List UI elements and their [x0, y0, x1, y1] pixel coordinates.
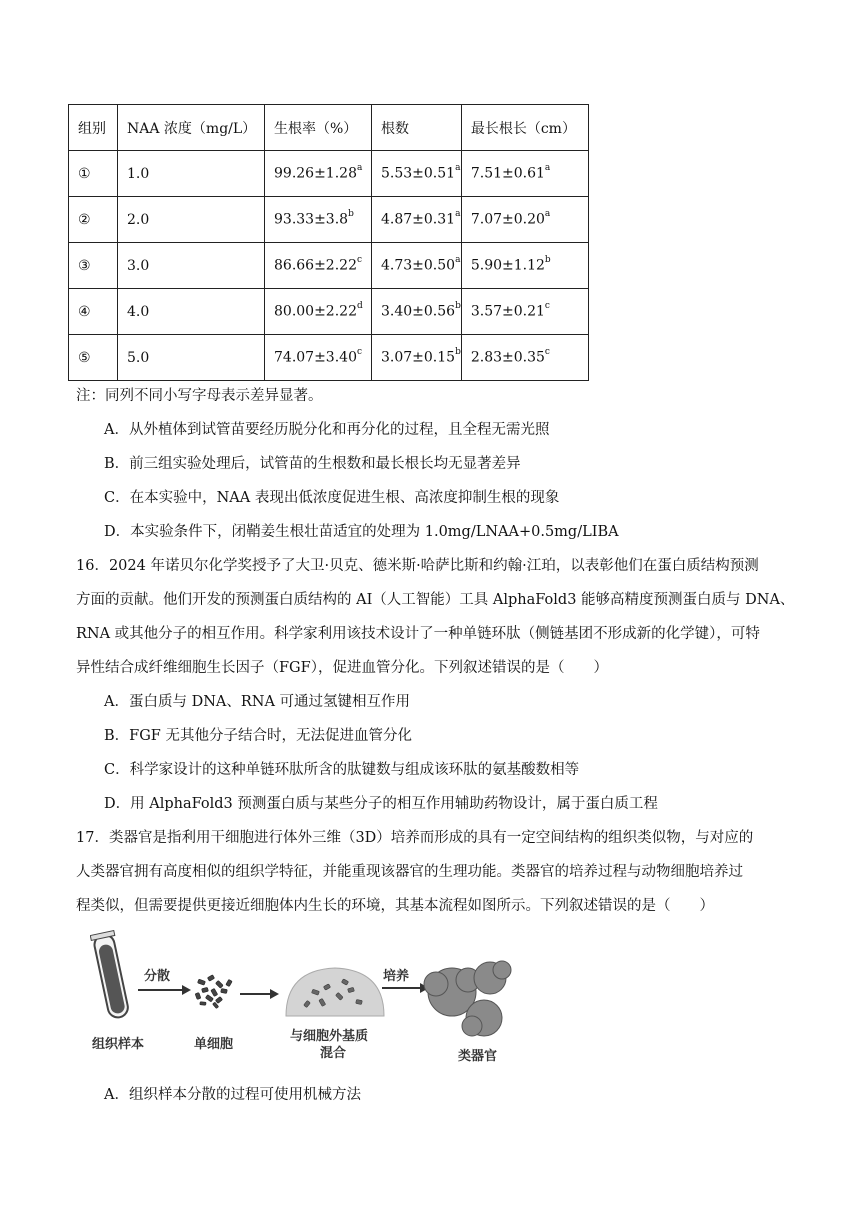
arrow-mix: [240, 989, 279, 999]
conc-cell: 4.0: [118, 289, 265, 335]
table-row: [69, 335, 589, 381]
header-cell: 组别: [69, 105, 118, 151]
test-tube-icon: [90, 931, 131, 1020]
length-cell: 7.51±0.61$^a$: [461, 151, 588, 197]
q17-stem-line: 17．类器官是指利用干细胞进行体外三维（3D）培养而形成的具有一定空间结构的组织类似物，与对应的: [76, 830, 754, 846]
length-cell: 2.83±0.35$^c$: [461, 335, 588, 381]
q16-option-d: D．用 AlphaFold3 预测蛋白质与某些分子的相互作用辅助药物设计，属于蛋白质工程: [104, 796, 658, 812]
q15-option-b: B．前三组实验处理后，试管苗的生根数和最长根长均无显著差异: [104, 456, 521, 472]
mix-label-line1: 与细胞外基质: [290, 1029, 369, 1044]
roots-cell: 5.53±0.51$^a$: [372, 151, 462, 197]
conc-cell: 2.0: [118, 197, 265, 243]
q16-stem-line: 方面的贡献。他们开发的预测蛋白质结构的 AI（人工智能）工具 AlphaFold3 能够高精度预测蛋白质与 DNA、: [76, 592, 795, 608]
length-cell: 7.07±0.20$^a$: [461, 197, 588, 243]
header-cell: 根数: [372, 105, 462, 151]
organoid-flow-figure: [90, 930, 540, 1065]
header-cell: NAA 浓度（mg/L）: [118, 105, 265, 151]
table-row: [69, 151, 589, 197]
group-cell: ①: [69, 151, 118, 197]
rate-cell: 99.26±1.28$^a$: [265, 151, 372, 197]
arrow-culture: [382, 983, 429, 993]
conc-cell: 3.0: [118, 243, 265, 289]
header-cell: 生根率（%）: [265, 105, 372, 151]
group-cell: ②: [69, 197, 118, 243]
table-row: [69, 243, 589, 289]
single-cell-label: 单细胞: [194, 1037, 234, 1052]
q16-stem-line: 异性结合成纤维细胞生长因子（FGF），促进血管分化。下列叙述错误的是（ ）: [76, 660, 608, 676]
group-cell: ③: [69, 243, 118, 289]
length-cell: 3.57±0.21$^c$: [461, 289, 588, 335]
roots-cell: 4.73±0.50$^a$: [372, 243, 462, 289]
q15-option-c: C．在本实验中，NAA 表现出低浓度促进生根、高浓度抑制生根的现象: [104, 490, 560, 506]
group-cell: ④: [69, 289, 118, 335]
q17-option-a: A．组织样本分散的过程可使用机械方法: [104, 1087, 361, 1103]
table-row: [69, 289, 589, 335]
table-row: [69, 197, 589, 243]
arrow-disperse: [138, 985, 191, 995]
organoid-label: 类器官: [458, 1049, 498, 1064]
roots-cell: 3.40±0.56$^b$: [372, 289, 462, 335]
length-cell: 5.90±1.12$^b$: [461, 243, 588, 289]
q15-option-d: D．本实验条件下，闭鞘姜生根壮苗适宜的处理为 1.0mg/LNAA+0.5mg/LIBA: [104, 524, 619, 540]
q16-option-b: B．FGF 无其他分子结合时，无法促进血管分化: [104, 728, 412, 744]
single-cells-icon: [195, 975, 232, 1009]
conc-cell: 1.0: [118, 151, 265, 197]
roots-cell: 4.87±0.31$^a$: [372, 197, 462, 243]
group-cell: ⑤: [69, 335, 118, 381]
matrix-dome-icon: [286, 968, 384, 1016]
q16-stem-line: RNA 或其他分子的相互作用。科学家利用该技术设计了一种单链环肽（侧链基团不形成新的化学键），可特: [76, 626, 760, 642]
rate-cell: 80.00±2.22$^d$: [265, 289, 372, 335]
q16-stem-line: 16．2024 年诺贝尔化学奖授予了大卫·贝克、德米斯·哈萨比斯和约翰·江珀，以表彰他们在蛋白质结构预测: [76, 558, 759, 574]
culture-label: 培养: [383, 969, 410, 984]
rate-cell: 74.07±3.40$^c$: [265, 335, 372, 381]
q16-option-a: A．蛋白质与 DNA、RNA 可通过氢键相互作用: [104, 694, 411, 710]
sample-label: 组织样本: [92, 1037, 145, 1052]
q16-option-c: C．科学家设计的这种单链环肽所含的肽键数与组成该环肽的氨基酸数相等: [104, 762, 580, 778]
roots-cell: 3.07±0.15$^b$: [372, 335, 462, 381]
rate-cell: 93.33±3.8$^b$: [265, 197, 372, 243]
table-header-row: [69, 105, 589, 151]
conc-cell: 5.0: [118, 335, 265, 381]
q15-option-a: A．从外植体到试管苗要经历脱分化和再分化的过程，且全程无需光照: [104, 422, 550, 438]
disperse-label: 分散: [144, 969, 171, 984]
mix-label-line2: 混合: [320, 1046, 347, 1061]
q17-stem-line: 程类似，但需要提供更接近细胞体内生长的环境，其基本流程如图所示。下列叙述错误的是（ ）: [76, 898, 714, 914]
header-cell: 最长根长（cm）: [461, 105, 588, 151]
q17-stem-line: 人类器官拥有高度相似的组织学特征，并能重现该器官的生理功能。类器官的培养过程与动物细胞培养过: [76, 864, 743, 880]
naa-results-table: [68, 104, 589, 381]
organoid-icon: [424, 961, 511, 1036]
organoid-flow-diagram: [90, 930, 540, 1065]
table-note: 注：同列不同小写字母表示差异显著。: [76, 388, 323, 404]
rate-cell: 86.66±2.22$^c$: [265, 243, 372, 289]
